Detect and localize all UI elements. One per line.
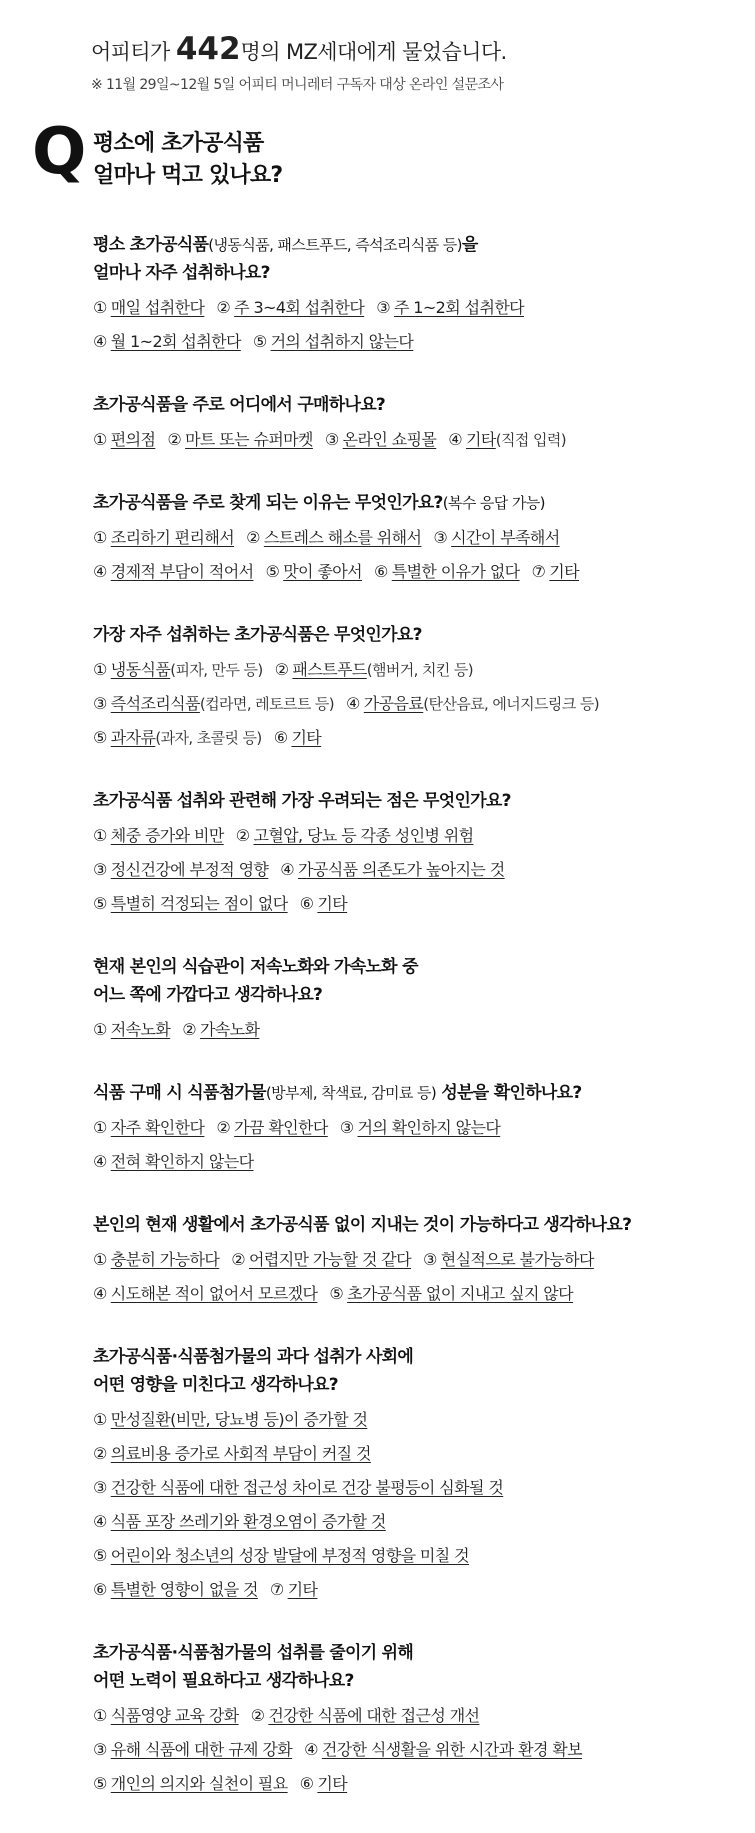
question-line (93, 953, 743, 981)
option-number: ④ (346, 694, 360, 713)
option-label: 냉동식품 (110, 660, 171, 679)
option-number: ① (93, 528, 107, 547)
answer-option (167, 430, 313, 449)
option-number: ⑤ (93, 1774, 107, 1793)
answer-option (182, 1020, 259, 1039)
answer-option (93, 1740, 292, 1759)
option-line (93, 1403, 743, 1437)
option-number: ⑤ (93, 728, 107, 747)
option-label: 기타 (466, 430, 496, 449)
answer-option (93, 1706, 239, 1725)
answer-option (433, 528, 559, 547)
answer-option (93, 1546, 469, 1565)
option-label: 가속노화 (199, 1020, 260, 1039)
answer-option (93, 1410, 367, 1429)
section-title-line-1: 평소에 초가공식품 (93, 131, 264, 156)
answer-option (93, 1478, 503, 1497)
option-line (93, 423, 743, 457)
question-block (93, 231, 743, 359)
question-main: 가장 자주 섭취하는 초가공식품은 무엇인가요? (93, 625, 422, 645)
answer-option (93, 1284, 317, 1303)
question-line (93, 1371, 743, 1399)
option-label: 유해 식품에 대한 규제 강화 (110, 1740, 293, 1759)
option-number: ① (93, 1706, 107, 1725)
option-number: ① (93, 660, 107, 679)
question-line (93, 1079, 743, 1107)
option-number: ② (216, 298, 231, 317)
option-line (93, 1277, 743, 1311)
question-sub: (냉동식품, 패스트푸드, 즉석조리식품 등) (208, 236, 462, 254)
section-title-line-2: 얼마나 먹고 있나요? (93, 163, 283, 188)
answer-option (246, 528, 421, 547)
answer-option (251, 1706, 480, 1725)
option-number: ② (250, 1706, 265, 1725)
option-number: ⑦ (269, 1580, 284, 1599)
question-tail: 성분을 확인하나요? (436, 1083, 582, 1103)
question-main: 초가공식품 섭취와 관련해 가장 우려되는 점은 무엇인가요? (93, 791, 511, 811)
option-number: ③ (433, 528, 448, 547)
option-detail: (컵라면, 레토르트 등) (199, 695, 335, 713)
option-list (93, 423, 743, 457)
option-list (93, 1111, 743, 1179)
question-block (93, 489, 743, 589)
option-line (93, 887, 743, 921)
option-number: ④ (93, 332, 107, 351)
option-label: 시간이 부족해서 (451, 528, 560, 547)
answer-option (93, 660, 263, 679)
option-number: ③ (423, 1250, 437, 1269)
question-main: 식품 구매 시 식품첨가물 (93, 1083, 266, 1103)
option-label: 기타 (317, 894, 348, 913)
option-label: 기타 (287, 1580, 318, 1599)
option-label: 어린이와 청소년의 성장 발달에 부정적 영향을 미칠 것 (110, 1546, 469, 1565)
option-label: 기타 (291, 728, 322, 747)
survey-note: ※ 11월 29일~12월 5일 어피티 머니레터 구독자 대상 온라인 설문조사 (91, 77, 504, 93)
answer-option (93, 298, 204, 317)
option-label: 편의점 (110, 430, 156, 449)
answer-option (93, 1512, 386, 1531)
answer-option (93, 528, 234, 547)
option-detail: (탄산음료, 에너지드링크 등) (423, 695, 600, 713)
option-number: ② (235, 826, 250, 845)
option-number: ② (182, 1020, 196, 1039)
option-number: ⑥ (93, 1580, 107, 1599)
answer-option (270, 1580, 317, 1599)
question-line (93, 1639, 743, 1667)
option-number: ② (93, 1444, 107, 1463)
answer-option (93, 562, 253, 581)
option-label: 초가공식품 없이 지내고 싶지 않다 (347, 1284, 574, 1303)
option-line (93, 1733, 743, 1767)
q-letter: Q (32, 115, 87, 189)
answer-option (304, 1740, 582, 1759)
option-label: 체중 증가와 비만 (110, 826, 224, 845)
question-main: 평소 초가공식품 (93, 235, 209, 255)
option-number: ④ (93, 562, 107, 581)
option-number: ① (93, 826, 107, 845)
option-number: ③ (324, 430, 339, 449)
question-text (93, 953, 743, 1009)
question-line (93, 489, 743, 517)
option-number: ④ (93, 1152, 107, 1171)
option-label: 건강한 식생활을 위한 시간과 환경 확보 (321, 1740, 583, 1759)
option-label: 건강한 식품에 대한 접근성 차이로 건강 불평등이 심화될 것 (110, 1478, 504, 1497)
answer-option (340, 1118, 500, 1137)
option-label: 맛이 좋아서 (283, 562, 362, 581)
option-list (93, 819, 743, 921)
question-main: 어느 쪽에 가깝다고 생각하나요? (93, 985, 323, 1005)
option-line (93, 1471, 743, 1505)
option-line (93, 853, 743, 887)
answer-option (93, 826, 224, 845)
question-main: 현재 본인의 식습관이 저속노화와 가속노화 중 (93, 957, 418, 977)
option-label: 고혈압, 당뇨 등 각종 성인병 위험 (253, 826, 474, 845)
option-label: 충분히 가능하다 (110, 1250, 220, 1269)
question-line (93, 231, 743, 259)
question-text (93, 1079, 743, 1107)
question-list (93, 231, 743, 1833)
answer-option (448, 430, 566, 449)
option-number: ② (167, 430, 182, 449)
question-block (93, 1639, 743, 1801)
option-line (93, 819, 743, 853)
option-label: 가끔 확인한다 (234, 1118, 328, 1137)
option-number: ⑥ (299, 894, 314, 913)
option-line (93, 555, 743, 589)
option-number: ① (93, 1118, 107, 1137)
answer-option (93, 728, 262, 747)
answer-option (93, 1250, 219, 1269)
option-number: ① (93, 1410, 107, 1429)
option-label: 기타 (549, 562, 580, 581)
option-label: 특별한 영향이 없을 것 (110, 1580, 258, 1599)
question-block (93, 1211, 743, 1311)
option-number: ① (93, 1250, 107, 1269)
question-tail: 을 (461, 235, 478, 255)
option-detail: (피자, 만두 등) (170, 661, 263, 679)
option-number: ③ (339, 1118, 354, 1137)
option-label: 특별히 걱정되는 점이 없다 (110, 894, 288, 913)
question-block (93, 621, 743, 755)
option-label: 특별한 이유가 없다 (391, 562, 520, 581)
answer-option (423, 1250, 594, 1269)
option-label: 식품 포장 쓰레기와 환경오염이 증가할 것 (110, 1512, 386, 1531)
option-label: 월 1~2회 섭취한다 (110, 332, 241, 351)
question-line (93, 1667, 743, 1695)
option-line (93, 325, 743, 359)
option-number: ② (246, 528, 260, 547)
answer-option (236, 826, 474, 845)
question-main: 어떤 노력이 필요하다고 생각하나요? (93, 1671, 354, 1691)
question-main: 얼마나 자주 섭취하나요? (93, 263, 270, 283)
question-text (93, 621, 743, 649)
survey-header (91, 28, 731, 94)
answer-option (93, 1444, 371, 1463)
option-line (93, 1145, 743, 1179)
question-main: 본인의 현재 생활에서 초가공식품 없이 지내는 것이 가능하다고 생각하나요? (93, 1215, 632, 1235)
option-list (93, 653, 743, 755)
option-label: 과자류 (110, 728, 156, 747)
answer-option (280, 860, 504, 879)
option-label: 개인의 의지와 실천이 필요 (110, 1774, 288, 1793)
option-number: ④ (304, 1740, 318, 1759)
answer-option (93, 1152, 253, 1171)
answer-option (376, 298, 524, 317)
option-number: ④ (448, 430, 463, 449)
option-number: ⑥ (373, 562, 388, 581)
option-label: 가공식품 의존도가 높아지는 것 (298, 860, 505, 879)
option-detail: (과자, 초콜릿 등) (155, 729, 262, 747)
question-line (93, 1343, 743, 1371)
option-label: 의료비용 증가로 사회적 부담이 커질 것 (110, 1444, 371, 1463)
question-line (93, 981, 743, 1009)
answer-option (93, 1020, 170, 1039)
option-label: 저속노화 (110, 1020, 171, 1039)
question-sub: (복수 응답 가능) (442, 494, 545, 512)
answer-option (93, 860, 268, 879)
option-line (93, 1013, 743, 1047)
question-line (93, 621, 743, 649)
answer-option (231, 1250, 411, 1269)
option-number: ⑦ (531, 562, 546, 581)
option-list (93, 1403, 743, 1607)
option-label: 조리하기 편리해서 (110, 528, 235, 547)
option-number: ③ (93, 860, 107, 879)
option-number: ③ (376, 298, 390, 317)
question-main: 초가공식품을 주로 어디에서 구매하나요? (93, 395, 386, 415)
option-line (93, 1767, 743, 1801)
question-main: 초가공식품·식품첨가물의 섭취를 줄이기 위해 (93, 1643, 414, 1663)
option-label: 매일 섭취한다 (110, 298, 205, 317)
question-line (93, 391, 743, 419)
option-number: ① (93, 430, 107, 449)
answer-option (325, 430, 436, 449)
answer-option (265, 562, 362, 581)
answer-option (346, 694, 599, 713)
option-list (93, 521, 743, 589)
option-label: 스트레스 해소를 위해서 (263, 528, 422, 547)
option-line (93, 521, 743, 555)
answer-option (532, 562, 579, 581)
option-line (93, 1573, 743, 1607)
option-number: ⑤ (93, 1546, 107, 1565)
answer-option (274, 728, 321, 747)
option-line (93, 1699, 743, 1733)
headline (91, 28, 731, 70)
option-number: ⑥ (299, 1774, 314, 1793)
answer-option (93, 1774, 288, 1793)
option-line (93, 1539, 743, 1573)
question-main: 어떤 영향을 미친다고 생각하나요? (93, 1375, 338, 1395)
answer-option (93, 430, 155, 449)
option-line (93, 653, 743, 687)
option-line (93, 1437, 743, 1471)
question-text (93, 391, 743, 419)
option-number: ④ (280, 860, 295, 879)
option-label: 온라인 쇼핑몰 (342, 430, 437, 449)
question-block (93, 1079, 743, 1179)
option-line (93, 1111, 743, 1145)
option-number: ③ (93, 694, 107, 713)
option-number: ⑤ (329, 1284, 344, 1303)
option-line (93, 291, 743, 325)
section-title (93, 128, 282, 192)
option-number: ① (93, 1020, 107, 1039)
option-label: 자주 확인한다 (110, 1118, 205, 1137)
answer-option (253, 332, 413, 351)
option-list (93, 291, 743, 359)
option-number: ⑤ (265, 562, 280, 581)
question-block (93, 787, 743, 921)
option-line (93, 1505, 743, 1539)
option-label: 만성질환(비만, 당뇨병 등)이 증가할 것 (110, 1410, 368, 1429)
answer-option (93, 332, 241, 351)
question-main: 초가공식품·식품첨가물의 과다 섭취가 사회에 (93, 1347, 414, 1367)
option-label: 현실적으로 불가능하다 (440, 1250, 594, 1269)
option-line (93, 721, 743, 755)
question-main: 초가공식품을 주로 찾게 되는 이유는 무엇인가요? (93, 493, 443, 513)
answer-option (216, 298, 364, 317)
answer-option (93, 894, 288, 913)
option-list (93, 1013, 743, 1047)
option-label: 거의 확인하지 않는다 (357, 1118, 501, 1137)
question-text (93, 489, 743, 517)
option-label: 주 1~2회 섭취한다 (393, 298, 525, 317)
option-number: ② (216, 1118, 231, 1137)
option-detail: (햄버거, 치킨 등) (366, 661, 474, 679)
question-sub: (방부제, 착색료, 감미료 등) (265, 1084, 437, 1102)
question-line (93, 787, 743, 815)
option-label: 패스트푸드 (292, 660, 367, 679)
option-label: 정신건강에 부정적 영향 (110, 860, 269, 879)
option-label: 전혀 확인하지 않는다 (110, 1152, 254, 1171)
question-block (93, 953, 743, 1047)
question-text (93, 1343, 743, 1399)
option-number: ⑤ (252, 332, 267, 351)
option-label: 마트 또는 슈퍼마켓 (185, 430, 313, 449)
option-list (93, 1243, 743, 1311)
question-text (93, 231, 743, 287)
option-label: 거의 섭취하지 않는다 (270, 332, 414, 351)
question-block (93, 391, 743, 457)
question-line (93, 259, 743, 287)
respondent-count: 442 (175, 31, 241, 67)
option-label: 기타 (317, 1774, 348, 1793)
answer-option (275, 660, 473, 679)
option-list (93, 1699, 743, 1801)
option-label: 시도해본 적이 없어서 모르겠다 (110, 1284, 318, 1303)
option-number: ④ (93, 1284, 107, 1303)
question-line (93, 1211, 743, 1239)
answer-option (216, 1118, 327, 1137)
option-label: 가공음료 (363, 694, 424, 713)
answer-option (93, 694, 334, 713)
option-number: ④ (93, 1512, 107, 1531)
option-label: 즉석조리식품 (110, 694, 200, 713)
option-label: 주 3~4회 섭취한다 (234, 298, 365, 317)
answer-option (329, 1284, 573, 1303)
question-block (93, 1343, 743, 1607)
headline-pre: 어피티가 (91, 40, 176, 64)
headline-post: 명의 MZ세대에게 물었습니다. (240, 40, 507, 64)
answer-option (300, 894, 347, 913)
answer-option (93, 1118, 204, 1137)
option-line (93, 1243, 743, 1277)
question-text (93, 1211, 743, 1239)
option-label: 식품영양 교육 강화 (110, 1706, 239, 1725)
option-number: ③ (93, 1740, 107, 1759)
option-number: ② (274, 660, 289, 679)
question-text (93, 787, 743, 815)
option-label: 어렵지만 가능할 것 같다 (248, 1250, 412, 1269)
question-text (93, 1639, 743, 1695)
option-number: ① (93, 298, 107, 317)
option-number: ⑤ (93, 894, 107, 913)
option-label: 건강한 식품에 대한 접근성 개선 (268, 1706, 480, 1725)
option-line (93, 687, 743, 721)
option-detail: (직접 입력) (495, 431, 566, 449)
answer-option (300, 1774, 347, 1793)
option-number: ③ (93, 1478, 107, 1497)
option-number: ② (231, 1250, 245, 1269)
option-number: ⑥ (273, 728, 288, 747)
option-label: 경제적 부담이 적어서 (110, 562, 254, 581)
answer-option (93, 1580, 258, 1599)
answer-option (374, 562, 520, 581)
